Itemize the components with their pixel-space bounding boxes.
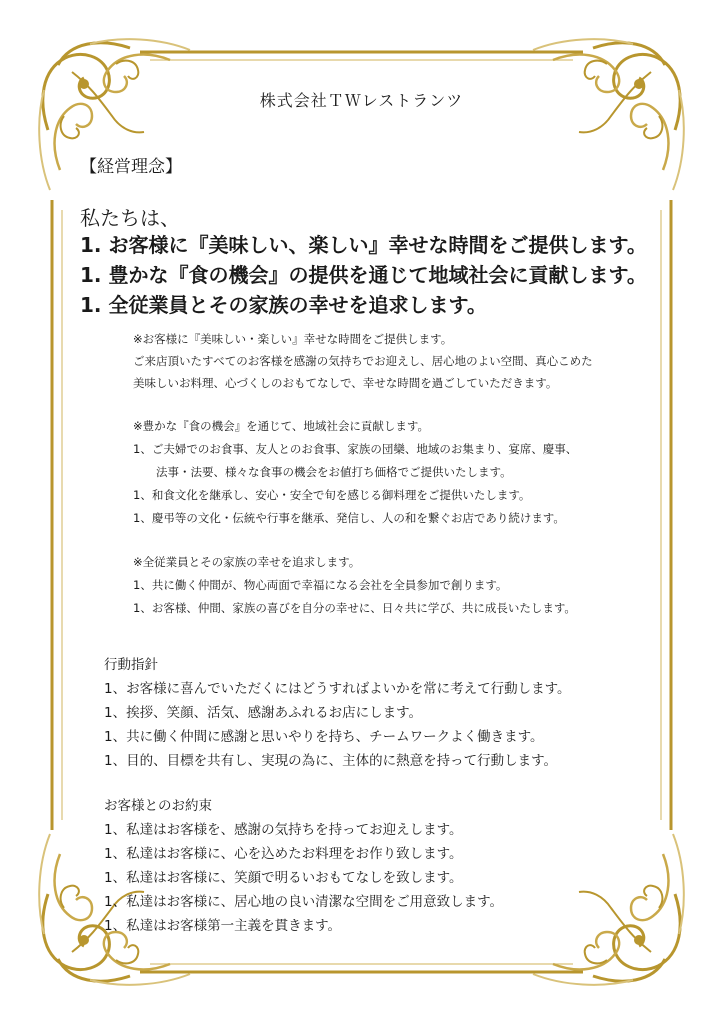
frame-corner-bottom-right — [533, 834, 684, 985]
philosophy-heading: 【経営理念】 — [80, 157, 182, 177]
promise-item: 1、私達はお客様に、居心地の良い清潔な空間をご用意致します。 — [104, 894, 504, 910]
guideline-item: 1、目的、目標を共有し、実現の為に、主体的に熱意を持って行動します。 — [104, 753, 558, 769]
guideline-item: 1、共に働く仲間に感謝と思いやりを持ち、チームワークよく働きます。 — [104, 729, 544, 745]
detail-title: ※全従業員とその家族の幸せを追求します。 — [133, 555, 361, 569]
guideline-item: 1、お客様に喜んでいただくにはどうすればよいかを常に考えて行動します。 — [104, 681, 571, 697]
detail-line: 法事・法要、様々な食事の機会をお値打ち価格でご提供いたします。 — [133, 465, 512, 479]
detail-title: ※豊かな『食の機会』を通じて、地域社会に貢献します。 — [133, 419, 429, 433]
detail-line: 1、ご夫婦でのお食事、友人とのお食事、家族の団欒、地域のお集まり、宴席、慶事、 — [133, 442, 578, 456]
detail-title: ※お客様に『美味しい・楽しい』幸せな時間をご提供します。 — [133, 332, 453, 346]
detail-line: ご来店頂いたすべてのお客様を感謝の気持ちでお迎えし、居心地のよい空間、真心こめた — [133, 354, 593, 368]
promise-item: 1、私達はお客様に、笑顔で明るいおもてなしを致します。 — [104, 870, 463, 886]
promise-item: 1、私達はお客様第一主義を貫きます。 — [104, 918, 342, 934]
promise-item: 1、私達はお客様に、心を込めたお料理をお作り致します。 — [104, 846, 463, 862]
detail-line: 1、慶弔等の文化・伝統や行事を継承、発信し、人の和を繋ぐお店であり続けます。 — [133, 511, 565, 525]
detail-line: 1、共に働く仲間が、物心両面で幸福になる会社を全員参加で創ります。 — [133, 578, 508, 592]
detail-line: 1、和食文化を継承し、安心・安全で旬を感じる御料理をご提供いたします。 — [133, 488, 531, 502]
promise-item: 1、私達はお客様を、感謝の気持ちを持ってお迎えします。 — [104, 822, 463, 838]
guideline-item: 1、挨拶、笑顔、活気、感謝あふれるお店にします。 — [104, 705, 423, 721]
company-name: 株式会社ＴＷレストランツ — [259, 91, 464, 110]
detail-line: 1、お客様、仲間、家族の喜びを自分の幸せに、日々共に学び、共に成長いたします。 — [133, 601, 576, 615]
guidelines-heading: 行動指針 — [104, 657, 158, 673]
philosophy-intro: 私たちは、 — [80, 206, 180, 230]
detail-line: 美味しいお料理、心づくしのおもてなしで、幸せな時間を過ごしていただきます。 — [133, 376, 558, 390]
frame-corner-top-right — [533, 39, 684, 190]
philosophy-line: 1. 全従業員とその家族の幸せを追求します。 — [80, 293, 487, 317]
promise-heading: お客様とのお約束 — [104, 798, 212, 814]
philosophy-line: 1. 豊かな『食の機会』の提供を通じて地域社会に貢献します。 — [80, 263, 647, 287]
philosophy-line: 1. お客様に『美味しい、楽しい』幸せな時間をご提供します。 — [80, 233, 647, 257]
